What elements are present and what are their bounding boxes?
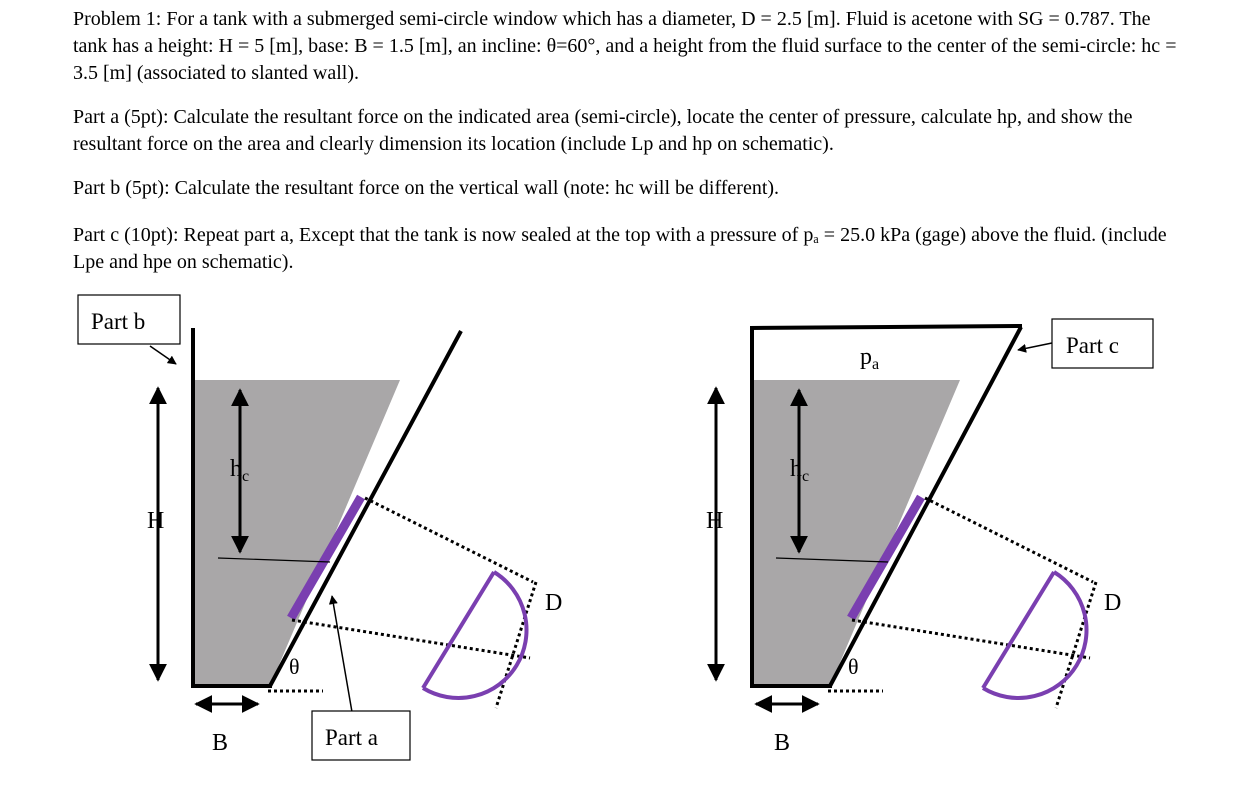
projection-line-bottom bbox=[852, 620, 1090, 658]
hc-label: $h_c$ bbox=[230, 456, 250, 485]
pa-label: $p_a$ bbox=[860, 344, 880, 373]
right-tank bbox=[706, 319, 1153, 756]
part-b-statement: Part b (5pt): Calculate the resultant force on the vertical wall (note: hc will be different). bbox=[73, 177, 780, 199]
part-c-pointer bbox=[1018, 343, 1052, 350]
projection-line-top bbox=[365, 498, 533, 582]
theta-label: θ bbox=[289, 654, 300, 679]
D-label: D bbox=[1104, 590, 1122, 616]
part-b-callout: Part b bbox=[91, 309, 146, 334]
part-a-callout: Part a bbox=[325, 725, 379, 750]
part-a-pointer bbox=[332, 596, 352, 712]
D-dimension-line bbox=[1056, 582, 1096, 708]
semicircle-window bbox=[983, 572, 1087, 698]
theta-label: θ bbox=[848, 654, 859, 679]
projection-line-bottom bbox=[292, 620, 530, 658]
problem-statement: Problem 1: For a tank with a submerged semi-circle window which has a diameter, D = 2.5 [m]. Fluid is acetone with SG = 0.787. The tank has a height: H = 5 [m], base: B = 1.5 [m], an incline: θ=60°, and a height from the fluid surface to the center of the semi-circle: hc = 3.5 [m] (associated to slanted wall). bbox=[73, 8, 1177, 84]
B-label: B bbox=[774, 730, 791, 756]
part-c-callout: Part c bbox=[1066, 333, 1120, 358]
part-b-pointer bbox=[150, 346, 176, 364]
semicircle-diameter bbox=[423, 572, 494, 688]
semicircle-diameter bbox=[983, 572, 1054, 688]
H-label: H bbox=[706, 508, 724, 534]
D-dimension-line bbox=[496, 582, 536, 708]
left-tank bbox=[78, 295, 562, 760]
tank-lid bbox=[750, 326, 1022, 328]
semicircle-window bbox=[423, 572, 527, 698]
H-label: H bbox=[147, 508, 165, 534]
B-label: B bbox=[212, 730, 229, 756]
part-c-statement: Part c (10pt): Repeat part a, Except that the tank is now sealed at the top with a pressure of pₐ = 25.0 kPa (gage) above the fluid. (include Lpe and hpe on schematic). bbox=[73, 224, 1167, 273]
projection-line-top bbox=[925, 498, 1093, 582]
part-a-statement: Part a (5pt): Calculate the resultant force on the indicated area (semi-circle), locate the center of pressure, calculate hp, and show the resultant force on the area and clearly dimension its location (include Lp and hp on schematic). bbox=[73, 106, 1133, 155]
hc-label: $h_c$ bbox=[790, 456, 810, 485]
D-label: D bbox=[545, 590, 563, 616]
